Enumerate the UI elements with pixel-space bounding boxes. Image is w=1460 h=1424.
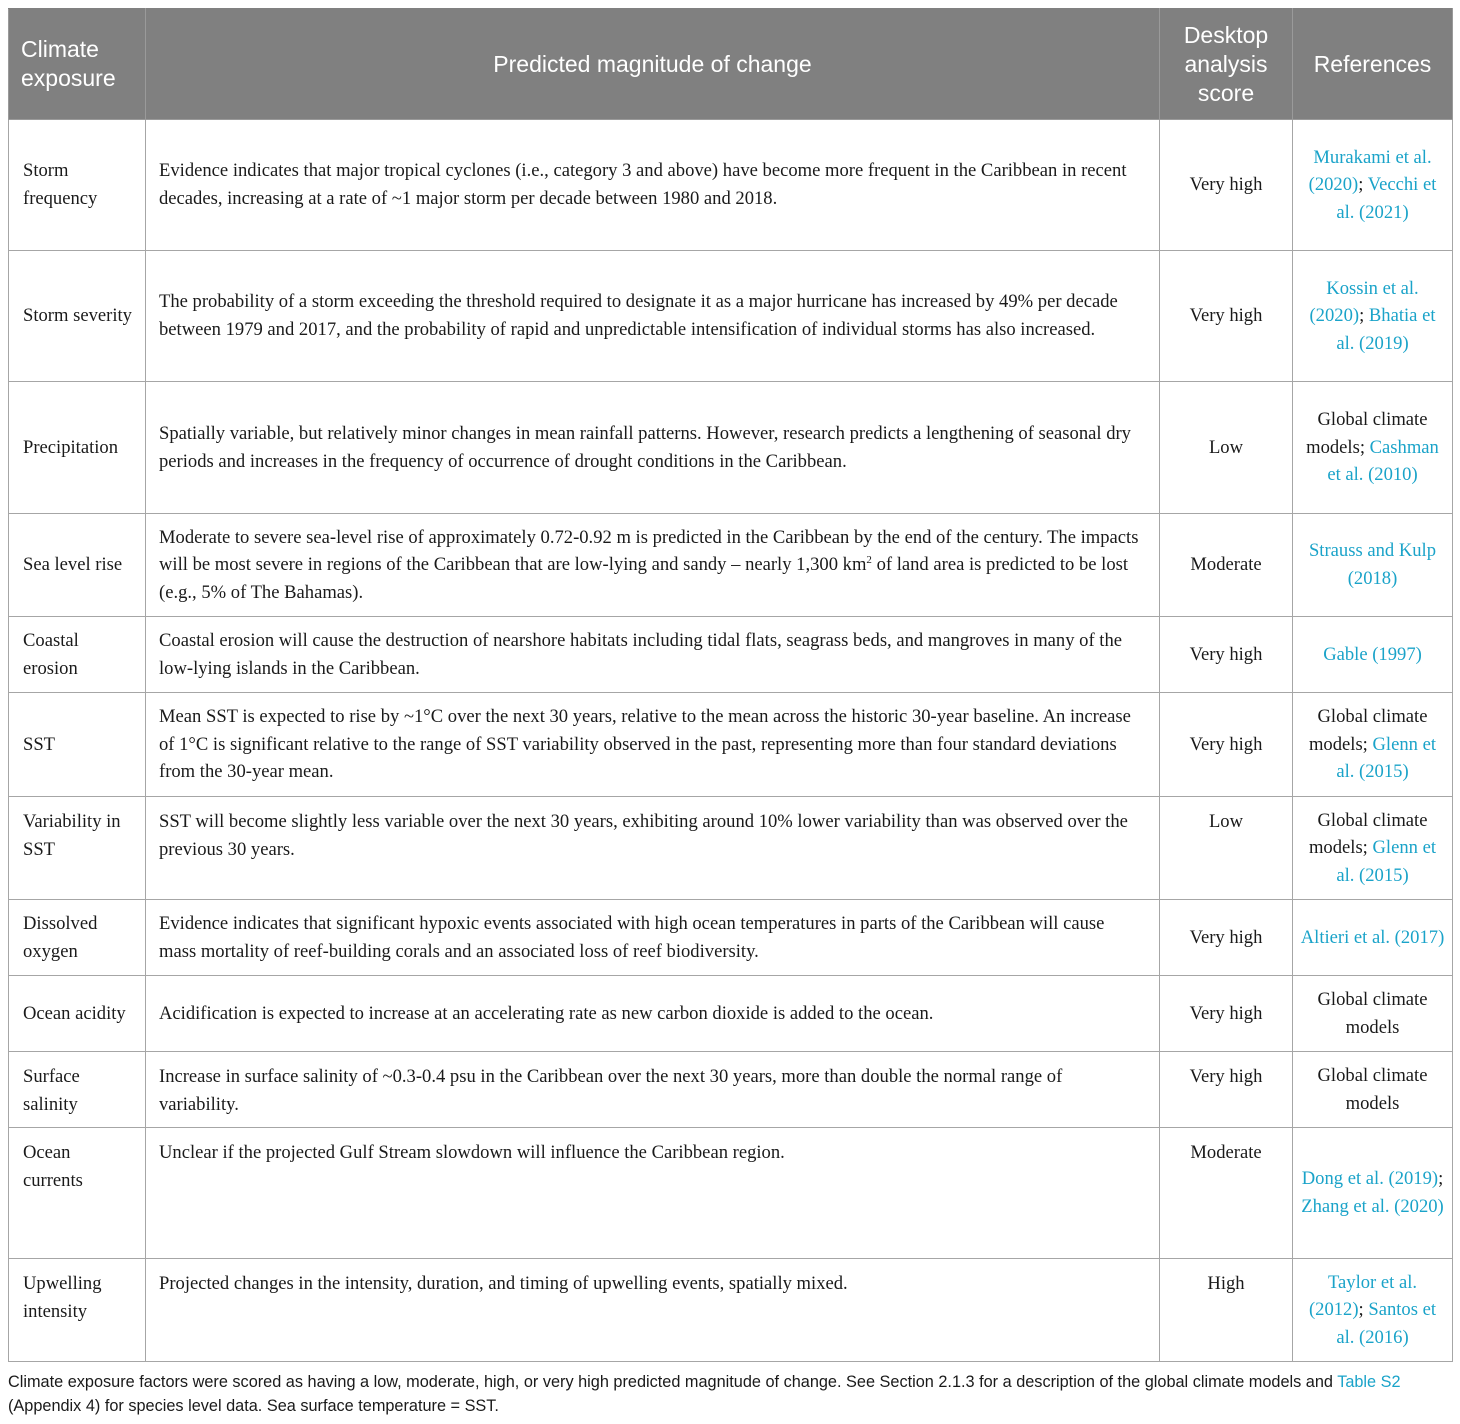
- table-container: [8, 8, 1452, 1418]
- cell-predicted-magnitude: Unclear if the projected Gulf Stream slowdown will influence the Caribbean region.: [146, 1128, 1160, 1259]
- reference-text: ;: [1358, 1299, 1369, 1321]
- cell-desktop-analysis-score: High: [1160, 1259, 1293, 1362]
- caption-text-2: (Appendix 4) for species level data. Sea surface temperature = SST.: [8, 1397, 499, 1415]
- cell-climate-exposure: Storm severity: [9, 251, 146, 382]
- cell-predicted-magnitude: Projected changes in the intensity, duration, and timing of upwelling events, spatially mixed.: [146, 1259, 1160, 1362]
- cell-desktop-analysis-score: Very high: [1160, 900, 1293, 976]
- reference-link[interactable]: Glenn et al. (2015): [1336, 733, 1437, 783]
- table-row: [9, 976, 1453, 1052]
- cell-desktop-analysis-score: Very high: [1160, 1052, 1293, 1128]
- header-predicted-magnitude: Predicted magnitude of change: [146, 9, 1160, 120]
- reference-link[interactable]: Vecchi et al. (2021): [1336, 174, 1437, 223]
- table-row: [9, 382, 1453, 514]
- cell-references: [1293, 693, 1453, 797]
- cell-desktop-analysis-score: Very high: [1160, 120, 1293, 251]
- table-row: [9, 1052, 1453, 1128]
- cell-predicted-magnitude: Spatially variable, but relatively minor changes in mean rainfall patterns. However, research predicts a lengthening of seasonal dry periods and increases in the frequency of occurrence of drought conditions in the Caribbean.: [146, 382, 1160, 514]
- table-row: [9, 514, 1453, 617]
- cell-climate-exposure: Storm frequency: [9, 120, 146, 251]
- reference-text: Global climate models: [1317, 988, 1428, 1038]
- cell-climate-exposure: Surface salinity: [9, 1052, 146, 1128]
- cell-climate-exposure: Upwelling intensity: [9, 1259, 146, 1362]
- reference-link[interactable]: Gable (1997): [1323, 643, 1422, 665]
- reference-text: ;: [1358, 174, 1368, 196]
- header-climate-exposure: Climate exposure: [9, 9, 146, 120]
- cell-predicted-magnitude: The probability of a storm exceeding the threshold required to designate it as a major hurricane has increased by 49% per decade between 1979 and 2017, and the probability of rapid and unpredictable intensification of individual storms has also increased.: [146, 251, 1160, 382]
- cell-references: [1293, 976, 1453, 1052]
- cell-desktop-analysis-score: Low: [1160, 797, 1293, 900]
- reference-link[interactable]: Strauss and Kulp (2018): [1308, 540, 1437, 589]
- cell-desktop-analysis-score: Moderate: [1160, 514, 1293, 617]
- table-row: [9, 120, 1453, 251]
- reference-link[interactable]: Murakami et al. (2020): [1308, 146, 1432, 196]
- cell-references: [1293, 1128, 1453, 1259]
- cell-desktop-analysis-score: Very high: [1160, 251, 1293, 382]
- cell-desktop-analysis-score: Very high: [1160, 976, 1293, 1052]
- magnitude-text-post: of land area is predicted to be lost (e.g., 5% of The Bahamas).: [159, 554, 1129, 603]
- header-references: References: [1293, 9, 1453, 120]
- cell-references: [1293, 120, 1453, 251]
- table-header: [9, 9, 1453, 120]
- cell-references: [1293, 382, 1453, 514]
- cell-climate-exposure: Dissolved oxygen: [9, 900, 146, 976]
- table-row: [9, 693, 1453, 797]
- magnitude-text-pre: Moderate to severe sea-level rise of approximately 0.72-0.92 m is predicted in the Caribbean by the end of the century. The impacts will be most severe in regions of the Caribbean that are low-lying and sandy – nearly 1,300 km: [159, 526, 1139, 576]
- cell-references: [1293, 797, 1453, 900]
- cell-references: [1293, 514, 1453, 617]
- cell-predicted-magnitude: Increase in surface salinity of ~0.3-0.4 psu in the Caribbean over the next 30 years, more than double the normal range of variability.: [146, 1052, 1160, 1128]
- cell-references: [1293, 251, 1453, 382]
- cell-climate-exposure: Ocean acidity: [9, 976, 146, 1052]
- table-row: [9, 1259, 1453, 1362]
- cell-climate-exposure: Precipitation: [9, 382, 146, 514]
- reference-link[interactable]: Taylor et al. (2012): [1308, 1271, 1418, 1321]
- cell-desktop-analysis-score: Very high: [1160, 617, 1293, 693]
- table-row: [9, 900, 1453, 976]
- table-row: [9, 617, 1453, 693]
- table-row: [9, 797, 1453, 900]
- reference-text: ;: [1438, 1168, 1444, 1190]
- header-row: [9, 9, 1453, 120]
- cell-climate-exposure: Coastal erosion: [9, 617, 146, 693]
- cell-predicted-magnitude: Acidification is expected to increase at an accelerating rate as new carbon dioxide is added to the ocean.: [146, 976, 1160, 1052]
- reference-text: Global climate models;: [1308, 809, 1428, 859]
- cell-desktop-analysis-score: Low: [1160, 382, 1293, 514]
- cell-predicted-magnitude: Evidence indicates that significant hypoxic events associated with high ocean temperatures in parts of the Caribbean will cause mass mortality of reef-building corals and an associated loss of reef biodiversity.: [146, 900, 1160, 976]
- caption-text-1: Climate exposure factors were scored as having a low, moderate, high, or very high predicted magnitude of change. See Section 2.1.3 for a description of the global climate models and: [8, 1373, 1338, 1391]
- reference-text: Global climate models;: [1308, 706, 1428, 755]
- cell-references: [1293, 617, 1453, 693]
- header-desktop-analysis-score: Desktop analysis score: [1160, 9, 1293, 120]
- cell-references: [1293, 1052, 1453, 1128]
- cell-climate-exposure: Variability in SST: [9, 797, 146, 900]
- reference-link[interactable]: Glenn et al. (2015): [1336, 837, 1437, 886]
- reference-link[interactable]: Dong et al. (2019): [1301, 1168, 1439, 1190]
- cell-predicted-magnitude: SST will become slightly less variable over the next 30 years, exhibiting around 10% lower variability than was observed over the previous 30 years.: [146, 797, 1160, 900]
- reference-link[interactable]: Zhang et al. (2020): [1301, 1196, 1444, 1217]
- caption-table-s2-link[interactable]: Table S2: [1337, 1373, 1401, 1391]
- reference-text: ;: [1359, 305, 1369, 327]
- reference-link[interactable]: Kossin et al. (2020): [1309, 277, 1419, 327]
- cell-predicted-magnitude: Mean SST is expected to rise by ~1°C over the next 30 years, relative to the mean across the historic 30-year baseline. An increase of 1°C is significant relative to the range of SST variability observed in the past, representing more than four standard deviations from the 30-year mean.: [146, 693, 1160, 797]
- cell-climate-exposure: Ocean currents: [9, 1128, 146, 1259]
- table-body: [9, 120, 1453, 1362]
- magnitude-superscript: 2: [866, 554, 872, 567]
- reference-link[interactable]: Santos et al. (2016): [1336, 1299, 1437, 1348]
- cell-references: [1293, 1259, 1453, 1362]
- cell-desktop-analysis-score: Moderate: [1160, 1128, 1293, 1259]
- cell-predicted-magnitude: [146, 514, 1160, 617]
- reference-link[interactable]: Bhatia et al. (2019): [1336, 305, 1436, 354]
- cell-predicted-magnitude: Evidence indicates that major tropical cyclones (i.e., category 3 and above) have become more frequent in the Caribbean in recent decades, increasing at a rate of ~1 major storm per decade between 1980 and 2018.: [146, 120, 1160, 251]
- reference-link[interactable]: Altieri et al. (2017): [1300, 926, 1445, 948]
- climate-exposure-table: [8, 8, 1453, 1362]
- reference-text: Global climate models: [1317, 1064, 1428, 1114]
- cell-predicted-magnitude: Coastal erosion will cause the destruction of nearshore habitats including tidal flats, seagrass beds, and mangroves in many of the low-lying islands in the Caribbean.: [146, 617, 1160, 693]
- table-row: [9, 1128, 1453, 1259]
- reference-link[interactable]: Cashman et al. (2010): [1327, 436, 1439, 486]
- table-row: [9, 251, 1453, 382]
- cell-climate-exposure: Sea level rise: [9, 514, 146, 617]
- reference-text: Global climate models;: [1306, 409, 1428, 458]
- table-caption: [8, 1370, 1458, 1418]
- cell-climate-exposure: SST: [9, 693, 146, 797]
- cell-references: [1293, 900, 1453, 976]
- cell-desktop-analysis-score: Very high: [1160, 693, 1293, 797]
